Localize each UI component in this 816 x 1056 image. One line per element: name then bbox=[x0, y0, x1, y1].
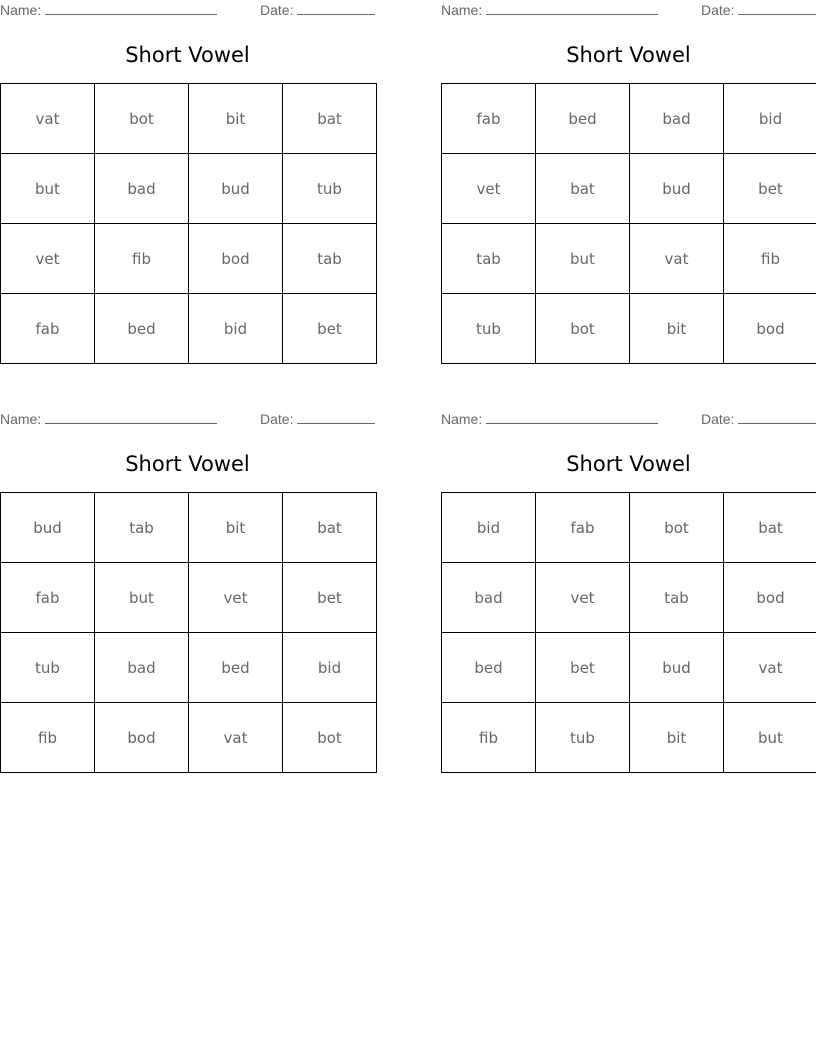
grid-cell: bid bbox=[283, 633, 377, 703]
bingo-grid bbox=[441, 492, 816, 773]
name-blank-line bbox=[45, 411, 217, 424]
name-label: Name: bbox=[441, 2, 483, 18]
name-blank-line bbox=[45, 2, 217, 15]
grid-row bbox=[1, 633, 377, 703]
grid-cell: vat bbox=[724, 633, 816, 703]
grid-cell: vat bbox=[1, 84, 95, 154]
date-label: Date: bbox=[701, 411, 735, 427]
grid-row bbox=[1, 493, 377, 563]
grid-cell: bet bbox=[724, 154, 816, 224]
bingo-grid bbox=[0, 492, 377, 773]
grid-cell: bed bbox=[189, 633, 283, 703]
grid-cell: fib bbox=[724, 224, 816, 294]
date-field bbox=[260, 2, 375, 19]
date-blank-line bbox=[297, 411, 375, 424]
grid-cell: bat bbox=[283, 493, 377, 563]
grid-cell: bed bbox=[442, 633, 536, 703]
grid-cell: vet bbox=[536, 563, 630, 633]
bingo-grid bbox=[441, 83, 816, 364]
grid-cell: bot bbox=[95, 84, 189, 154]
grid-cell: bot bbox=[283, 703, 377, 773]
card-header bbox=[441, 2, 816, 20]
grid-row bbox=[442, 703, 816, 773]
grid-cell: bad bbox=[95, 154, 189, 224]
grid-cell: but bbox=[95, 563, 189, 633]
grid-cell: bad bbox=[630, 84, 724, 154]
grid-cell: bit bbox=[189, 493, 283, 563]
grid-cell: bot bbox=[630, 493, 724, 563]
name-field bbox=[0, 2, 217, 19]
grid-row bbox=[1, 294, 377, 364]
name-label: Name: bbox=[0, 411, 42, 427]
grid-cell: vat bbox=[189, 703, 283, 773]
date-label: Date: bbox=[260, 2, 294, 18]
grid-cell: tub bbox=[1, 633, 95, 703]
grid-row bbox=[1, 703, 377, 773]
name-blank-line bbox=[486, 411, 658, 424]
grid-row bbox=[442, 633, 816, 703]
date-label: Date: bbox=[260, 411, 294, 427]
grid-cell: bod bbox=[724, 563, 816, 633]
date-field bbox=[260, 411, 375, 428]
grid-cell: but bbox=[536, 224, 630, 294]
bingo-card-1 bbox=[0, 0, 375, 380]
grid-cell: bod bbox=[95, 703, 189, 773]
grid-cell: bet bbox=[536, 633, 630, 703]
grid-cell: bad bbox=[95, 633, 189, 703]
grid-cell: tab bbox=[283, 224, 377, 294]
date-field bbox=[701, 411, 816, 428]
card-header bbox=[0, 2, 375, 20]
grid-cell: bod bbox=[724, 294, 816, 364]
grid-row bbox=[1, 224, 377, 294]
card-title: Short Vowel bbox=[125, 452, 250, 476]
grid-cell: vet bbox=[442, 154, 536, 224]
card-title: Short Vowel bbox=[125, 43, 250, 67]
grid-cell: bit bbox=[630, 703, 724, 773]
card-header bbox=[0, 411, 375, 429]
grid-cell: bot bbox=[536, 294, 630, 364]
grid-row bbox=[442, 154, 816, 224]
grid-cell: but bbox=[724, 703, 816, 773]
grid-cell: tub bbox=[442, 294, 536, 364]
grid-cell: tab bbox=[442, 224, 536, 294]
grid-cell: tab bbox=[95, 493, 189, 563]
grid-cell: bid bbox=[189, 294, 283, 364]
grid-cell: bud bbox=[189, 154, 283, 224]
grid-cell: vet bbox=[189, 563, 283, 633]
grid-cell: bud bbox=[630, 154, 724, 224]
name-blank-line bbox=[486, 2, 658, 15]
grid-cell: fib bbox=[442, 703, 536, 773]
grid-cell: bet bbox=[283, 294, 377, 364]
grid-row bbox=[442, 224, 816, 294]
card-header bbox=[441, 411, 816, 429]
name-label: Name: bbox=[441, 411, 483, 427]
grid-cell: bad bbox=[442, 563, 536, 633]
grid-cell: fab bbox=[1, 294, 95, 364]
grid-cell: bat bbox=[283, 84, 377, 154]
grid-row bbox=[1, 563, 377, 633]
grid-cell: bed bbox=[95, 294, 189, 364]
grid-row bbox=[1, 154, 377, 224]
grid-cell: fab bbox=[442, 84, 536, 154]
grid-cell: fab bbox=[536, 493, 630, 563]
date-blank-line bbox=[738, 411, 816, 424]
name-field bbox=[0, 411, 217, 428]
bingo-card-4 bbox=[441, 409, 816, 789]
grid-row bbox=[442, 294, 816, 364]
grid-cell: vat bbox=[630, 224, 724, 294]
grid-cell: bud bbox=[630, 633, 724, 703]
grid-cell: tub bbox=[283, 154, 377, 224]
grid-row bbox=[442, 84, 816, 154]
grid-cell: bud bbox=[1, 493, 95, 563]
grid-cell: bid bbox=[724, 84, 816, 154]
date-label: Date: bbox=[701, 2, 735, 18]
grid-cell: tub bbox=[536, 703, 630, 773]
date-blank-line bbox=[297, 2, 375, 15]
bingo-grid bbox=[0, 83, 377, 364]
bingo-card-3 bbox=[0, 409, 375, 789]
grid-cell: fib bbox=[95, 224, 189, 294]
grid-cell: bat bbox=[536, 154, 630, 224]
grid-cell: fib bbox=[1, 703, 95, 773]
bingo-card-2 bbox=[441, 0, 816, 380]
grid-cell: bit bbox=[189, 84, 283, 154]
grid-row bbox=[442, 493, 816, 563]
card-title: Short Vowel bbox=[566, 43, 691, 67]
grid-cell: fab bbox=[1, 563, 95, 633]
grid-cell: tab bbox=[630, 563, 724, 633]
card-title: Short Vowel bbox=[566, 452, 691, 476]
date-blank-line bbox=[738, 2, 816, 15]
date-field bbox=[701, 2, 816, 19]
grid-cell: bed bbox=[536, 84, 630, 154]
grid-row bbox=[442, 563, 816, 633]
grid-cell: bet bbox=[283, 563, 377, 633]
name-field bbox=[441, 2, 658, 19]
name-label: Name: bbox=[0, 2, 42, 18]
grid-cell: bid bbox=[442, 493, 536, 563]
grid-cell: bat bbox=[724, 493, 816, 563]
grid-cell: bit bbox=[630, 294, 724, 364]
grid-cell: but bbox=[1, 154, 95, 224]
grid-cell: bod bbox=[189, 224, 283, 294]
grid-row bbox=[1, 84, 377, 154]
grid-cell: vet bbox=[1, 224, 95, 294]
name-field bbox=[441, 411, 658, 428]
